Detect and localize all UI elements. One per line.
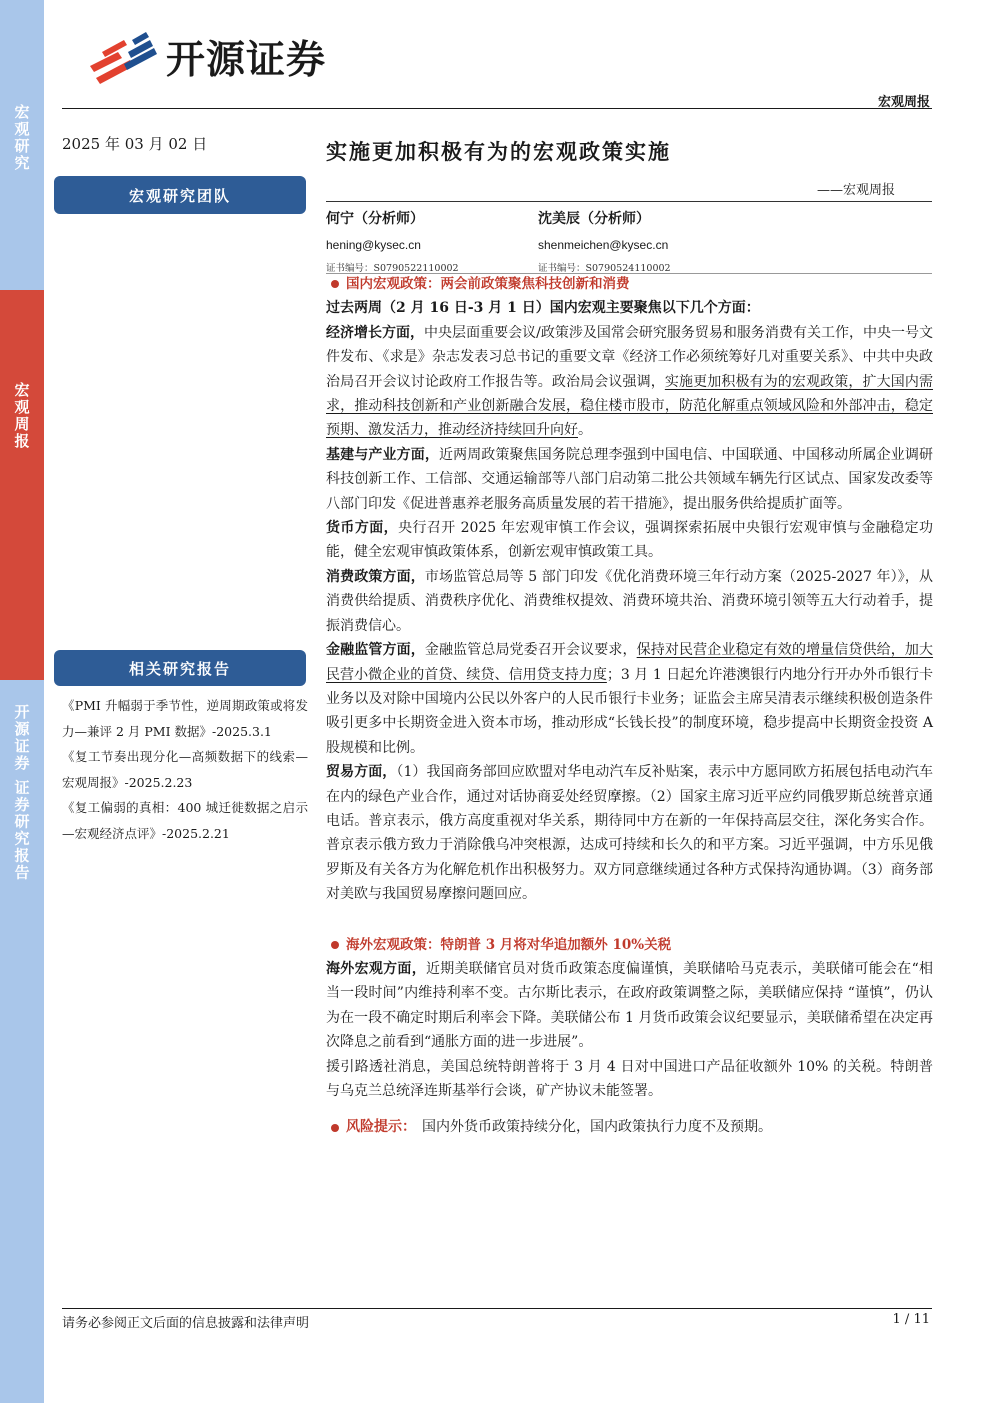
analyst-card [538, 208, 671, 274]
bullet-dot-icon [331, 1124, 339, 1132]
related-report-item[interactable]: 《复工节奏出现分化—高频数据下的线索—宏观周报》-2025.2.23 [62, 749, 308, 790]
footer-divider [62, 1308, 932, 1309]
main-content [326, 272, 933, 1140]
brand-logo [84, 26, 326, 88]
risk-warning [326, 1115, 933, 1139]
bullet-dot-icon [331, 941, 339, 949]
analyst-email[interactable]: shenmeichen@kysec.cn [538, 238, 669, 252]
money-paragraph: 货币方面，央行召开 2025 年宏观审慎工作会议，强调探索拓展中央银行宏观审慎与金融稳定功能，健全宏观审慎政策体系，创新宏观审慎政策工具。 [326, 520, 933, 561]
risk-label: 风险提示： [346, 1119, 416, 1136]
side-label-mid: 宏观周报 [0, 290, 44, 680]
report-date: 2025 年 03 月 02 日 [62, 135, 208, 153]
report-type: 宏观周报 [877, 95, 930, 110]
consume-paragraph: 消费政策方面，市场监管总局等 5 部门印发《优化消费环境三年行动方案（2025-2027 年）》，从消费供给提质、消费秩序优化、消费维权提效、消费环境共治、消费环境引领等五大行动着手，提振消费信心。 [326, 568, 934, 634]
logo-icon [84, 26, 162, 88]
side-label-top: 宏观研究 [0, 0, 44, 290]
title-divider [326, 201, 932, 202]
risk-text: 国内外货币政策持续分化，国内政策执行力度不及预期。 [422, 1119, 772, 1136]
related-reports-list [62, 693, 308, 846]
analyst-name: 何宁（分析师） [326, 211, 424, 227]
related-report-item[interactable]: 《PMI 升幅弱于季节性，逆周期政策或将发力—兼评 2 月 PMI 数据》-2025.3.1 [62, 698, 308, 739]
related-report-item[interactable]: 《复工偏弱的真相：400 城迁徙数据之启示—宏观经济点评》-2025.2.21 [62, 800, 308, 841]
overseas-paragraph: 海外宏观方面，近期美联储官员对货币政策态度偏谨慎，美联储哈马克表示，美联储可能会在“相当一段时间”内维持利率不变。古尔斯比表示，在政府政策调整之际，美联储应保持 “谨慎”，仍认为在一段不确定时期后利率会下降。美联储公布 1 月货币政策会议纪要显示，美联储希望在决定再次降息之前看到“通胀方面的进一步进展”。 [326, 960, 934, 1051]
team-banner: 宏观研究团队 [54, 176, 306, 214]
analyst-cert: 证书编号：S0790524110002 [538, 263, 671, 274]
econ-paragraph: 经济增长方面，中央层面重要会议/政策涉及国常会研究服务贸易和服务消费有关工作，中央一号文件发布、《求是》杂志发表习总书记的重要文章《经济工作必须统筹好几对重要关系》、中共中央政治局召开会议讨论政府工作报告等。政治局会议强调，实施更加积极有为的宏观政策，扩大国内需求，推动科技创新和产业创新融合发展，稳住楼市股市，防范化解重点领域风险和外部冲击，稳定预期、激发活力，推动经济持续回升向好。 [326, 324, 934, 439]
footer-disclaimer: 请务必参阅正文后面的信息披露和法律声明 [62, 1316, 310, 1331]
overseas-section-heading: 海外宏观政策：特朗普 3 月将对华追加额外 10%关税 [326, 933, 933, 957]
domestic-section-heading: 国内宏观政策：两会前政策聚焦科技创新和消费 [326, 272, 933, 296]
trade-paragraph: 贸易方面，（1）我国商务部回应欧盟对华电动汽车反补贴案，表示中方愿同欧方拓展包括电动汽车在内的绿色产业合作，通过对话协商妥处经贸摩擦。（2）国家主席习近平应约同俄罗斯总统普京通电话。普京表示，俄方高度重视对华关系，期待同中方在新的一年保持高层交往，深化务实合作。普京表示俄方致力于消除俄乌冲突根源，达成可持续和长久的和平方案。习近平强调，中方乐见俄罗斯及有关各方为化解危机作出积极努力。双方同意继续通过各种方式保持沟通协调。（3）商务部对美欧与我国贸易摩擦问题回应。 [326, 764, 934, 903]
brand-name: 开源证券 [166, 38, 327, 83]
analyst-cert: 证书编号：S0790522110002 [326, 263, 459, 274]
finance-paragraph: 金融监管方面，金融监管总局党委召开会议要求，保持对民营企业稳定有效的增量信贷供给，加大民营小微企业的首贷、续贷、信用贷支持力度；3 月 1 日起允许港澳银行内地分行开办外币银行卡业务以及对除中国境内公民以外客户的人民币银行卡业务；证监会主席吴清表示继续积极创造条件吸引更多中长期资金进入资本市场，推动形成“长钱长投”的制度环境，稳步提高中长期资金投资 A 股规模和比例。 [326, 642, 934, 756]
analyst-email[interactable]: hening@kysec.cn [326, 238, 421, 252]
related-reports-banner: 相关研究报告 [54, 650, 306, 686]
tariff-paragraph: 援引路透社消息，美国总统特朗普将于 3 月 4 日对中国进口产品征收额外 10% 的关税。特朗普与乌克兰总统泽连斯基举行会谈，矿产协议未能签署。 [326, 1058, 933, 1099]
analyst-name: 沈美辰（分析师） [538, 211, 650, 227]
intro-paragraph: 过去两周（2 月 16 日-3 月 1 日）国内宏观主要聚焦以下几个方面： [326, 300, 760, 317]
bullet-dot-icon [331, 280, 339, 288]
side-label-bottom: 开源证券 证券研究报告 [0, 680, 44, 1403]
infra-paragraph: 基建与产业方面，近两周政策聚焦国务院总理李强到中国电信、中国联通、中国移动所属企业调研科技创新工作、工信部、交通运输部等八部门启动第二批公共领域车辆先行区试点、国家发改委等八部门印发《促进普惠养老服务高质量发展的若干措施》，提出服务供给提质扩面等。 [326, 446, 933, 512]
header-divider [62, 108, 932, 109]
page-number: 1 / 11 [892, 1312, 930, 1327]
report-subtitle: ——宏观周报 [816, 183, 895, 198]
analyst-card [326, 208, 459, 274]
report-title: 实施更加积极有为的宏观政策实施 [326, 139, 671, 164]
